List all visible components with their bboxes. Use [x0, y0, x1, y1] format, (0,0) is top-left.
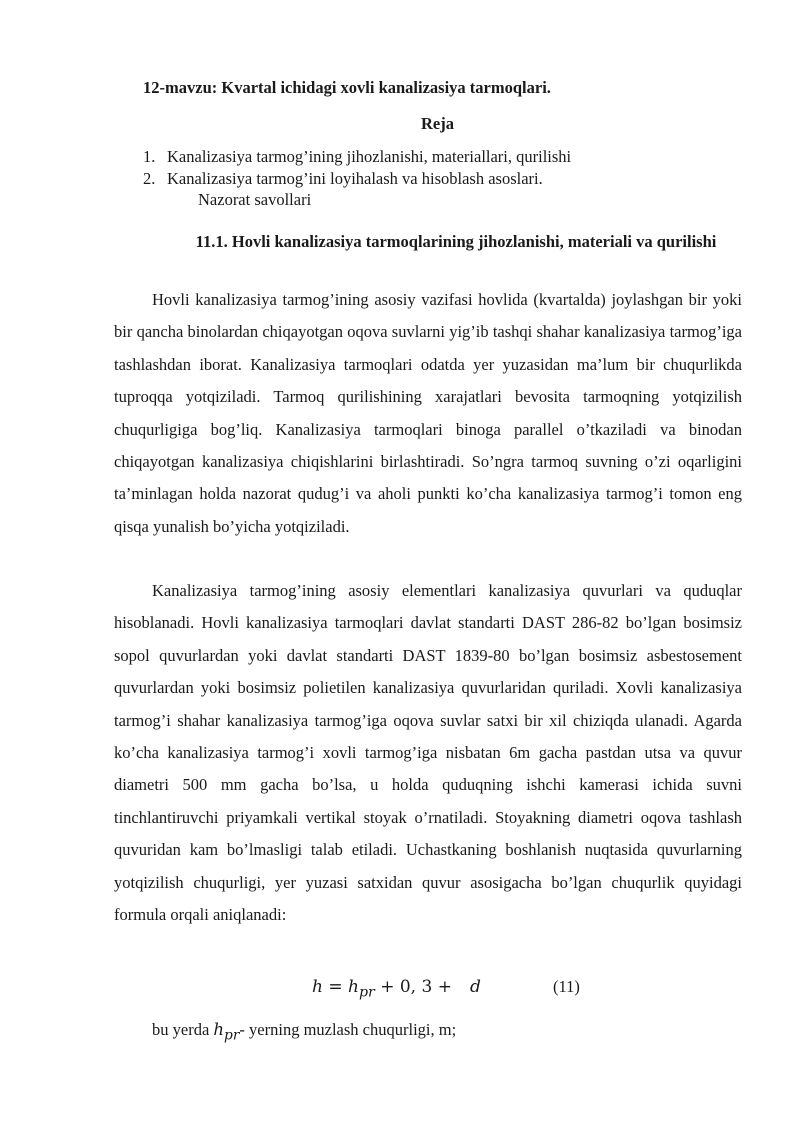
paragraph-2	[114, 575, 742, 931]
formula-d: d	[469, 977, 481, 997]
plan-item-text: Kanalizasiya tarmog’ini loyihalash va hisoblash asoslari.	[167, 169, 543, 188]
formula-constant: + 0, 3 +	[380, 977, 452, 997]
paragraph-1	[114, 284, 742, 543]
formula-hpr: h	[348, 977, 359, 997]
where-prefix: bu yerda	[152, 1020, 210, 1039]
formula-equals: =	[328, 977, 343, 997]
topic-title: 12-mavzu: Kvartal ichidagi xovli kanalizasiya tarmoqlari.	[143, 78, 551, 97]
where-variable-subscript: pr	[224, 1027, 240, 1044]
where-variable: h	[213, 1020, 225, 1039]
paragraph-text: Kanalizasiya tarmog’ining asosiy elementlari kanalizasiya quvurlari va quduqlar hisoblanadi. Hovli kanalizasiya tarmoqlari davlat standarti DAST 286-82 bo’lgan bosimsiz sopol quvurlardan yoki davlat standarti DAST 1839-80 bo’lgan bosimsiz asbestosement quvurlardan yoki bosimsiz polietilen kanalizasiya quvurlaridan quriladi. Xovli kanalizasiya tarmog’i shahar kanalizasiya tarmog’iga oqova suvlar satxi bir xil chiziqda ulanadi. Agarda ko’cha kanalizasiya tarmog’i xovli tarmog’iga nisbatan 6m gacha pastdan utsa va quvur diametri 500 mm gacha bo’lsa, u holda quduqning ishchi kamerasi ichida suvni tinchlantiruvchi priyamkali vertikal stoyak o’rnatiladi. Stoyakning diametri oqova tashlash quvuridan kam bo’lmasligi talab etiladi. Uchastkaning boshlanish nuqtasida quvurlarning yotqizilish chuqurligi, yer yuzasi satxidan quvur asosigacha bo’lgan chuqurlik quyidagi formula orqali aniqlanadi:	[114, 581, 742, 925]
plan-item-text: Kanalizasiya tarmog’ining jihozlanishi, materiallari, qurilishi	[167, 147, 572, 166]
paragraph-text: Hovli kanalizasiya tarmog’ining asosiy vazifasi hovlida (kvartalda) joylashgan bir yoki bir qancha binolardan chiqayotgan oqova suvlarni yig’ib tashqi shahar kanalizasiya tarmog’iga tashlashdan iborat. Kanalizasiya tarmoqlari odatda yer yuzasidan ma’lum bir chuqurlikda tuproqqa yotqiziladi. Tarmoq qurilishining xarajatlari bevosita tarmoqning yotqizilish chuqurligiga bog’liq. Kanalizasiya tarmoqlari binoga parallel o’tkaziladi va binodan chiqayotgan kanalizasiya chiqishlarini birlashtiradi. So’ngra tarmoq suvning o’zi oqarligini ta’minlagan holda nazorat qudug’i va aholi punkti ko’cha kanalizasiya tarmog’i tomon eng qisqa yunalish bo’yicha yotqiziladi.	[114, 290, 742, 536]
depth-formula	[312, 977, 481, 1000]
where-clause	[152, 1020, 456, 1043]
formula-hpr-subscript: pr	[358, 984, 375, 1001]
formula-h: h	[312, 977, 323, 997]
plan-heading: Reja	[421, 114, 454, 133]
control-questions-label: Nazorat savollari	[198, 190, 312, 209]
equation-number: (11)	[553, 977, 580, 996]
plan-list	[143, 146, 571, 190]
plan-item	[143, 146, 571, 168]
where-description: - yerning muzlash chuqurligi, m;	[239, 1020, 457, 1039]
plan-item	[143, 168, 571, 190]
plan-item-number: 1.	[143, 147, 156, 166]
plan-item-number: 2.	[143, 169, 156, 188]
section-heading: 11.1. Hovli kanalizasiya tarmoqlarining jihozlanishi, materiali va qurilishi	[195, 232, 717, 251]
